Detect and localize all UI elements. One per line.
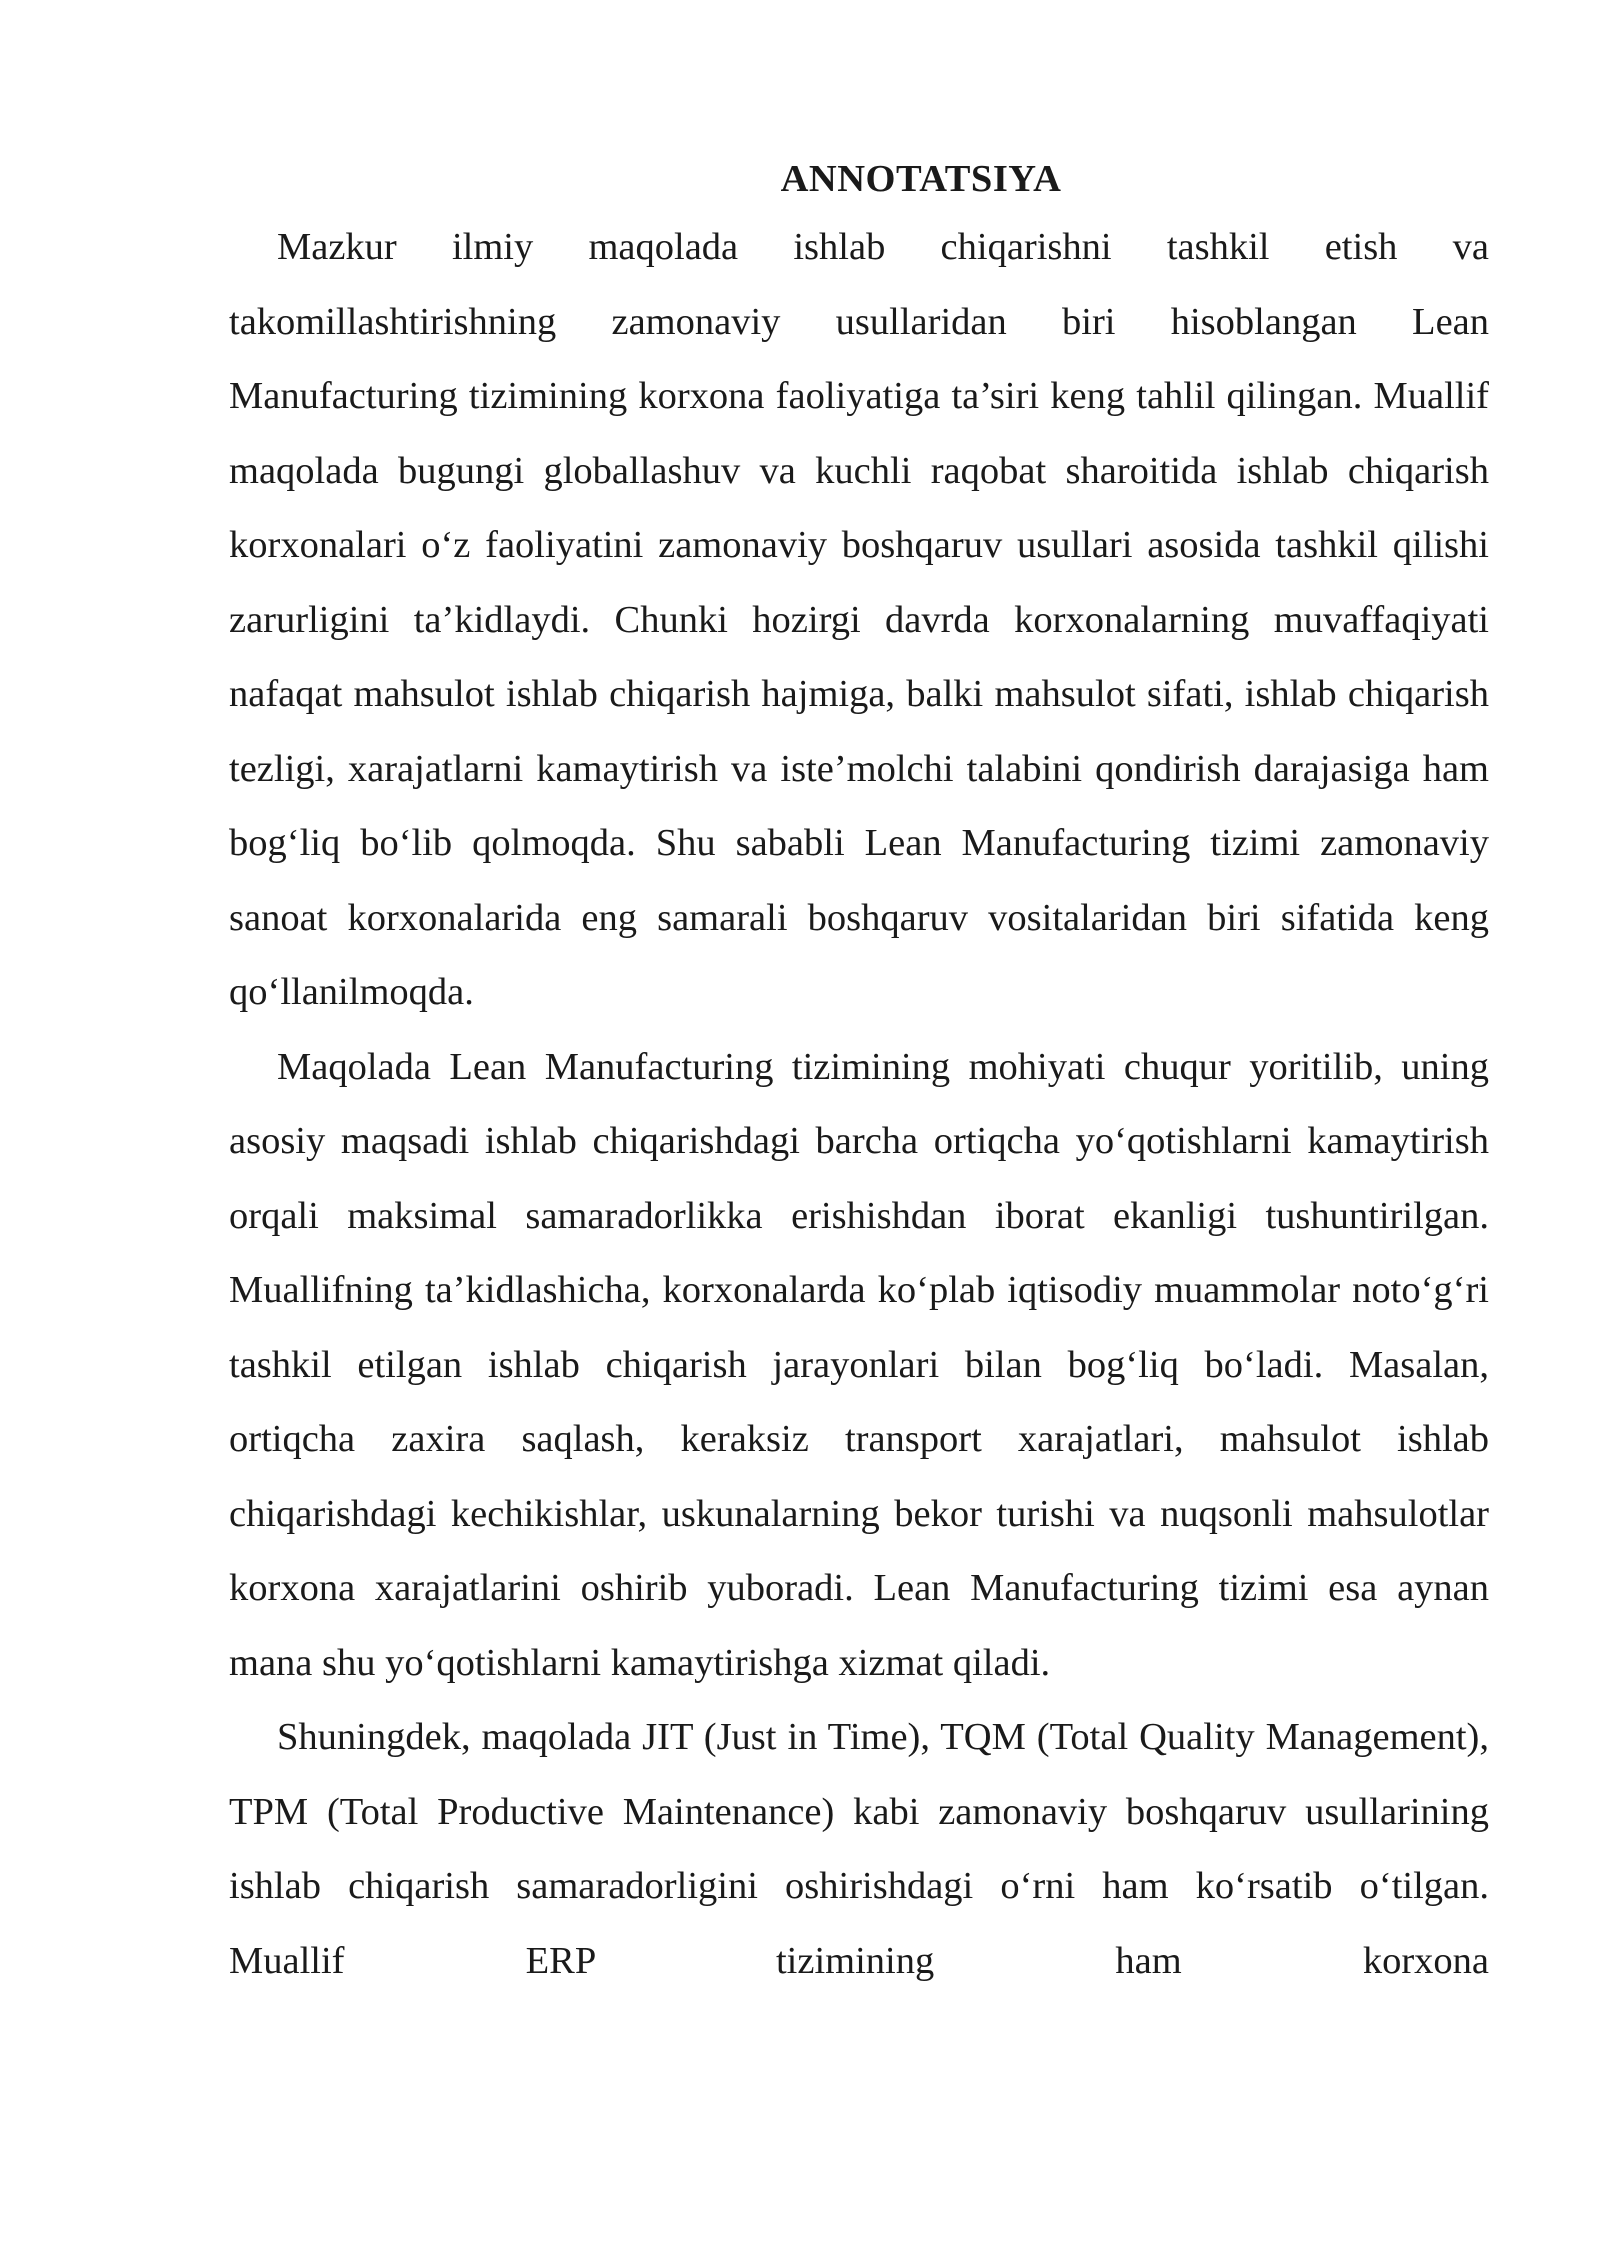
paragraph-3: Shuningdek, maqolada JIT (Just in Time), TQM (Total Quality Management), TPM (Total Productive Maintenance) kabi zamonaviy boshqaruv usullarining ishlab chiqarish samaradorligini oshirishdagi o‘rni ham ko‘rsatib o‘tilgan. Muallif ERP tizimining ham korxona — [229, 1716, 1489, 1982]
paragraph-1: Mazkur ilmiy maqolada ishlab chiqarishni tashkil etish va takomillashtirishning zamonaviy usullaridan biri hisoblangan Lean Manufacturing tizimining korxona faoliyatiga ta’siri keng tahlil qilingan. Muallif maqolada bugungi globallashuv va kuchli raqobat sharoitida ishlab chiqarish korxonalari o‘z faoliyatini zamonaviy boshqaruv usullari asosida tashkil qilishi zarurligini ta’kidlaydi. Chunki hozirgi davrda korxonalarning muvaffaqiyati nafaqat mahsulot ishlab chiqarish hajmiga, balki mahsulot sifati, ishlab chiqarish tezligi, xarajatlarni kamaytirish va iste’molchi talabini qondirish darajasiga ham bog‘liq bo‘lib qolmoqda. Shu sababli Lean Manufacturing tizimi zamonaviy sanoat korxonalarida eng samarali boshqaruv vositalaridan biri sifatida keng qo‘llanilmoqda. — [229, 226, 1489, 1013]
paragraph-2: Maqolada Lean Manufacturing tizimining mohiyati chuqur yoritilib, uning asosiy maqsadi ishlab chiqarishdagi barcha ortiqcha yo‘qotishlarni kamaytirish orqali maksimal samaradorlikka erishishdan iborat ekanligi tushuntirilgan. Muallifning ta’kidlashicha, korxonalarda ko‘plab iqtisodiy muammolar noto‘g‘ri tashkil etilgan ishlab chiqarish jarayonlari bilan bog‘liq bo‘ladi. Masalan, ortiqcha zaxira saqlash, keraksiz transport xarajatlari, mahsulot ishlab chiqarishdagi kechikishlar, uskunalarning bekor turishi va nuqsonli mahsulotlar korxona xarajatlarini oshirib yuboradi. Lean Manufacturing tizimi esa aynan mana shu yo‘qotishlarni kamaytirishga xizmat qiladi. — [229, 1045, 1489, 1684]
document-page — [229, 148, 1489, 1998]
page-title: ANNOTATSIYA — [780, 158, 1062, 200]
